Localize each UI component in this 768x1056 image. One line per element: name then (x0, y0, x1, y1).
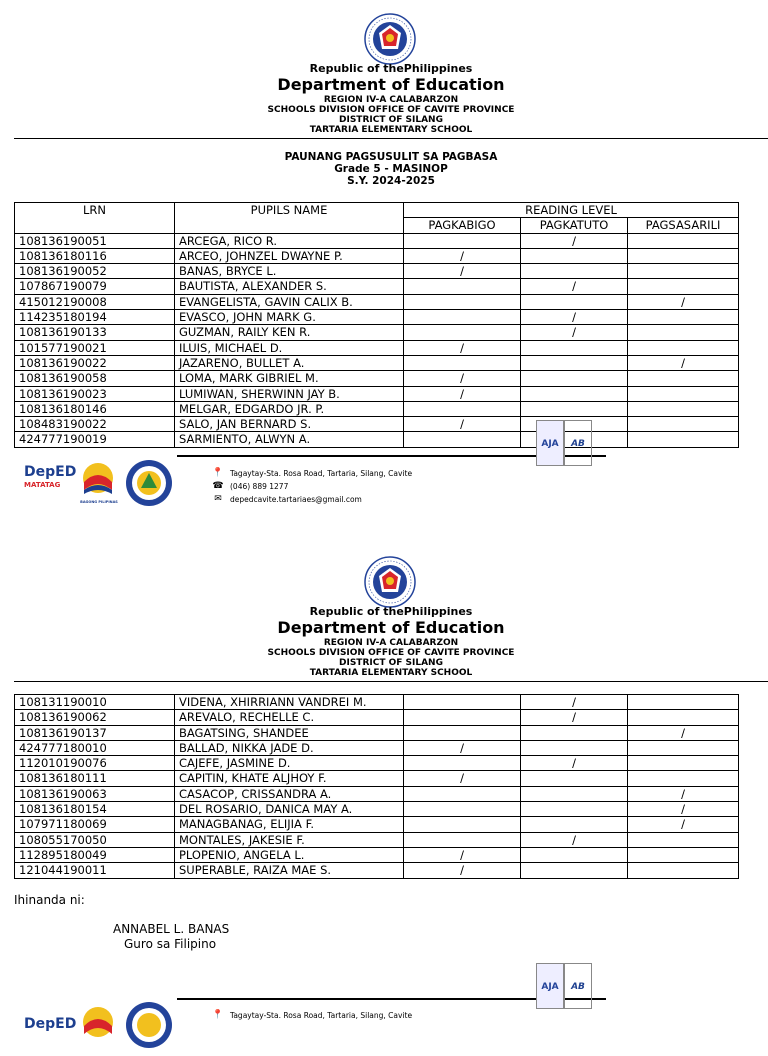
lrn-cell: 108055170050 (15, 832, 175, 847)
lrn-cell: 108136190022 (15, 355, 175, 370)
lrn-cell: 424777190019 (15, 432, 175, 447)
pupil-name-cell: ARCEGA, RICO R. (175, 233, 404, 248)
pagsasarili-cell (628, 340, 739, 355)
email-text: depedcavite.tartariaes@gmail.com (230, 495, 362, 504)
pagkabigo-cell: / (404, 417, 521, 432)
pagsasarili-cell (628, 847, 739, 862)
pupil-name-cell: BANAS, BRYCE L. (175, 264, 404, 279)
pagsasarili-cell (628, 233, 739, 248)
lrn-cell: 107971180069 (15, 817, 175, 832)
pupil-name-cell: LOMA, MARK GIBRIEL M. (175, 371, 404, 386)
table-row (15, 371, 739, 386)
division-text: SCHOOLS DIVISION OFFICE OF CAVITE PROVINCE (267, 105, 515, 115)
table-row (15, 817, 739, 832)
pagsasarili-cell: / (628, 725, 739, 740)
address-text: Tagaytay-Sta. Rosa Road, Tartaria, Silang, Cavite (230, 469, 413, 478)
pagkabigo-cell (404, 710, 521, 725)
pupil-name-cell: MELGAR, EDGARDO JR. P. (175, 401, 404, 416)
table-row (15, 264, 739, 279)
pagkatuto-cell (521, 863, 628, 878)
pagkabigo-cell (404, 832, 521, 847)
lrn-cell: 108136180146 (15, 401, 175, 416)
signatory-name: ANNABEL L. BANAS (113, 922, 230, 936)
ab-cert-text: AB (571, 982, 585, 992)
pupil-name-cell: AREVALO, RECHELLE C. (175, 710, 404, 725)
aja-cert-text: AJA (541, 982, 559, 992)
lrn-cell: 108136190058 (15, 371, 175, 386)
reading-level-table-continued (14, 694, 739, 879)
header-rule (14, 138, 768, 139)
pupil-name-cell: SUPERABLE, RAIZA MAE S. (175, 863, 404, 878)
pagsasarili-cell (628, 863, 739, 878)
pagkatuto-cell (521, 802, 628, 817)
department-title: Department of Education (277, 618, 505, 637)
table-row (15, 310, 739, 325)
lrn-cell: 107867190079 (15, 279, 175, 294)
pagsasarili-cell (628, 710, 739, 725)
pagkatuto-cell (521, 340, 628, 355)
address-text: Tagaytay-Sta. Rosa Road, Tartaria, Silang, Cavite (230, 1011, 413, 1020)
pagsasarili-cell (628, 325, 739, 340)
pagkabigo-cell (404, 233, 521, 248)
pupil-name-cell: SALO, JAN BERNARD S. (175, 417, 404, 432)
pagkabigo-cell (404, 725, 521, 740)
pagkabigo-cell (404, 355, 521, 370)
table-row (15, 771, 739, 786)
col-pagkatuto-header: PAGKATUTO (521, 218, 628, 233)
pupil-name-cell: SARMIENTO, ALWYN A. (175, 432, 404, 447)
deped-seal-icon (364, 556, 416, 608)
pagkatuto-cell: / (521, 695, 628, 710)
lrn-cell: 114235180194 (15, 310, 175, 325)
pagkatuto-cell (521, 264, 628, 279)
pupil-name-cell: MANAGBANAG, ELIJIA F. (175, 817, 404, 832)
table-row (15, 401, 739, 416)
pagkabigo-cell (404, 786, 521, 801)
pupil-name-cell: EVASCO, JOHN MARK G. (175, 310, 404, 325)
lrn-cell: 108136190052 (15, 264, 175, 279)
pagsasarili-cell (628, 695, 739, 710)
pagsasarili-cell (628, 264, 739, 279)
pagkabigo-cell: / (404, 248, 521, 263)
lrn-cell: 112895180049 (15, 847, 175, 862)
pupil-name-cell: LUMIWAN, SHERWINN JAY B. (175, 386, 404, 401)
pagkatuto-cell (521, 725, 628, 740)
pagkatuto-cell: / (521, 710, 628, 725)
matatag-text: MATATAG (24, 481, 61, 489)
region-text: REGION IV-A CALABARZON (323, 95, 459, 105)
col-reading-level-header: READING LEVEL (404, 203, 739, 218)
pagkabigo-cell (404, 325, 521, 340)
pupil-name-cell: ILUIS, MICHAEL D. (175, 340, 404, 355)
report-school-year: S.Y. 2024-2025 (347, 175, 435, 187)
location-pin-icon: 📍 (212, 468, 224, 478)
region-text: REGION IV-A CALABARZON (323, 638, 459, 648)
pagkatuto-cell (521, 371, 628, 386)
department-title: Department of Education (277, 75, 505, 94)
pagsasarili-cell: / (628, 355, 739, 370)
pagkabigo-cell: / (404, 340, 521, 355)
pagsasarili-cell (628, 310, 739, 325)
pagkabigo-cell: / (404, 771, 521, 786)
pagkabigo-cell: / (404, 740, 521, 755)
table-row (15, 786, 739, 801)
table-row (15, 832, 739, 847)
table-row (15, 325, 739, 340)
table-row (15, 863, 739, 878)
pagsasarili-cell (628, 371, 739, 386)
lrn-cell: 108136180111 (15, 771, 175, 786)
lrn-cell: 112010190076 (15, 756, 175, 771)
table-row (15, 340, 739, 355)
bagong-pilipinas-logo-icon (78, 1004, 118, 1050)
pagkatuto-cell: / (521, 832, 628, 847)
pagsasarili-cell (628, 756, 739, 771)
pagsasarili-cell (628, 417, 739, 432)
aja-cert-text: AJA (541, 439, 559, 449)
school-text: TARTARIA ELEMENTARY SCHOOL (309, 668, 473, 678)
lrn-cell: 121044190011 (15, 863, 175, 878)
pagkabigo-cell (404, 401, 521, 416)
pagsasarili-cell (628, 386, 739, 401)
pupil-name-cell: CAPITIN, KHATE ALJHOY F. (175, 771, 404, 786)
pagkabigo-cell (404, 310, 521, 325)
pagsasarili-cell (628, 432, 739, 447)
contact-block (212, 467, 412, 506)
table-row (15, 417, 739, 432)
lrn-cell: 424777180010 (15, 740, 175, 755)
phone-icon: ☎ (212, 481, 224, 491)
phone-text: (046) 889 1277 (230, 482, 289, 491)
mail-icon: ✉ (214, 494, 222, 504)
pagkabigo-cell (404, 756, 521, 771)
col-name-header: PUPILS NAME (175, 203, 404, 234)
lrn-cell: 108136180116 (15, 248, 175, 263)
col-lrn-header: LRN (15, 203, 175, 234)
pagkabigo-cell (404, 802, 521, 817)
contact-block (212, 1009, 412, 1022)
table-row (15, 710, 739, 725)
school-seal-icon (124, 458, 174, 508)
pagkabigo-cell (404, 432, 521, 447)
pagkabigo-cell: / (404, 386, 521, 401)
school-seal-icon (124, 1000, 174, 1050)
pagsasarili-cell: / (628, 817, 739, 832)
pagkatuto-cell: / (521, 279, 628, 294)
table-row (15, 695, 739, 710)
pagkatuto-cell (521, 294, 628, 309)
pupil-name-cell: BAUTISTA, ALEXANDER S. (175, 279, 404, 294)
table-row (15, 756, 739, 771)
pagkabigo-cell: / (404, 371, 521, 386)
pagkatuto-cell: / (521, 325, 628, 340)
deped-seal-icon (364, 13, 416, 65)
table-row (15, 847, 739, 862)
pagkabigo-cell: / (404, 863, 521, 878)
pagkabigo-cell: / (404, 847, 521, 862)
ab-cert-text: AB (571, 439, 585, 449)
pagsasarili-cell (628, 771, 739, 786)
district-text: DISTRICT OF SILANG (339, 658, 443, 668)
lrn-cell: 108136190023 (15, 386, 175, 401)
prepared-by-label: Ihinanda ni: (14, 893, 85, 907)
reading-level-table (14, 202, 739, 448)
pupil-name-cell: ARCEO, JOHNZEL DWAYNE P. (175, 248, 404, 263)
pagkabigo-cell: / (404, 264, 521, 279)
deped-logo-text: DepED (24, 464, 77, 480)
table-row (15, 355, 739, 370)
pupil-name-cell: GUZMAN, RAILY KEN R. (175, 325, 404, 340)
table-row (15, 294, 739, 309)
pagsasarili-cell (628, 248, 739, 263)
pupil-name-cell: DEL ROSARIO, DANICA MAY A. (175, 802, 404, 817)
report-grade: Grade 5 - MASINOP (334, 163, 448, 175)
pupil-name-cell: BAGATSING, SHANDEE (175, 725, 404, 740)
pagkatuto-cell (521, 740, 628, 755)
lrn-cell: 108136190063 (15, 786, 175, 801)
pupil-name-cell: CASACOP, CRISSANDRA A. (175, 786, 404, 801)
pagsasarili-cell (628, 401, 739, 416)
deped-matatag-logo (24, 1016, 77, 1032)
pupil-name-cell: EVANGELISTA, GAVIN CALIX B. (175, 294, 404, 309)
table-row (15, 725, 739, 740)
pagsasarili-cell (628, 832, 739, 847)
pagsasarili-cell (628, 279, 739, 294)
certification-logos (536, 420, 592, 470)
pagkatuto-cell (521, 248, 628, 263)
table-row (15, 740, 739, 755)
republic-text: Republic of thePhilippines (309, 62, 473, 75)
pagkatuto-cell: / (521, 310, 628, 325)
pupil-name-cell: JAZARENO, BULLET A. (175, 355, 404, 370)
pagkatuto-cell: / (521, 233, 628, 248)
school-text: TARTARIA ELEMENTARY SCHOOL (309, 125, 473, 135)
pagsasarili-cell: / (628, 294, 739, 309)
pagkatuto-cell (521, 386, 628, 401)
table-row (15, 233, 739, 248)
pagsasarili-cell: / (628, 802, 739, 817)
certification-logos (536, 963, 592, 1009)
lrn-cell: 415012190008 (15, 294, 175, 309)
lrn-cell: 108136180154 (15, 802, 175, 817)
table-row (15, 432, 739, 447)
pagkatuto-cell (521, 771, 628, 786)
republic-text: Republic of thePhilippines (309, 605, 473, 618)
lrn-cell: 108136190051 (15, 233, 175, 248)
deped-logo-text: DepED (24, 1016, 77, 1032)
table-row (15, 386, 739, 401)
pagkabigo-cell (404, 279, 521, 294)
report-title: PAUNANG PAGSUSULIT SA PAGBASA (284, 151, 498, 163)
pupil-name-cell: BALLAD, NIKKA JADE D. (175, 740, 404, 755)
pagkatuto-cell (521, 817, 628, 832)
footer-2 (0, 982, 768, 1056)
pupil-name-cell: PLOPENIO, ANGELA L. (175, 847, 404, 862)
lrn-cell: 108136190137 (15, 725, 175, 740)
table-row (15, 248, 739, 263)
pagkabigo-cell (404, 294, 521, 309)
location-pin-icon: 📍 (212, 1010, 224, 1020)
pagkabigo-cell (404, 817, 521, 832)
header-rule (14, 681, 768, 682)
col-pagsasarili-header: PAGSASARILI (628, 218, 739, 233)
signatory-position: Guro sa Filipino (124, 937, 217, 951)
lrn-cell: 108131190010 (15, 695, 175, 710)
pagkabigo-cell (404, 695, 521, 710)
pagsasarili-cell: / (628, 786, 739, 801)
pupil-name-cell: VIDENA, XHIRRIANN VANDREI M. (175, 695, 404, 710)
pupil-name-cell: MONTALES, JAKESIE F. (175, 832, 404, 847)
lrn-cell: 108136190062 (15, 710, 175, 725)
pagkatuto-cell (521, 401, 628, 416)
pagkatuto-cell (521, 355, 628, 370)
bagong-pilipinas-text: BAGONG PILIPINAS (80, 500, 118, 504)
pagkatuto-cell: / (521, 756, 628, 771)
pupil-name-cell: CAJEFE, JASMINE D. (175, 756, 404, 771)
table-row (15, 279, 739, 294)
table-row (15, 802, 739, 817)
lrn-cell: 108136190133 (15, 325, 175, 340)
district-text: DISTRICT OF SILANG (339, 115, 443, 125)
division-text: SCHOOLS DIVISION OFFICE OF CAVITE PROVINCE (267, 648, 515, 658)
col-pagkabigo-header: PAGKABIGO (404, 218, 521, 233)
lrn-cell: 108483190022 (15, 417, 175, 432)
pagkatuto-cell (521, 786, 628, 801)
pagsasarili-cell (628, 740, 739, 755)
lrn-cell: 101577190021 (15, 340, 175, 355)
pagkatuto-cell (521, 847, 628, 862)
deped-matatag-logo (24, 464, 77, 490)
